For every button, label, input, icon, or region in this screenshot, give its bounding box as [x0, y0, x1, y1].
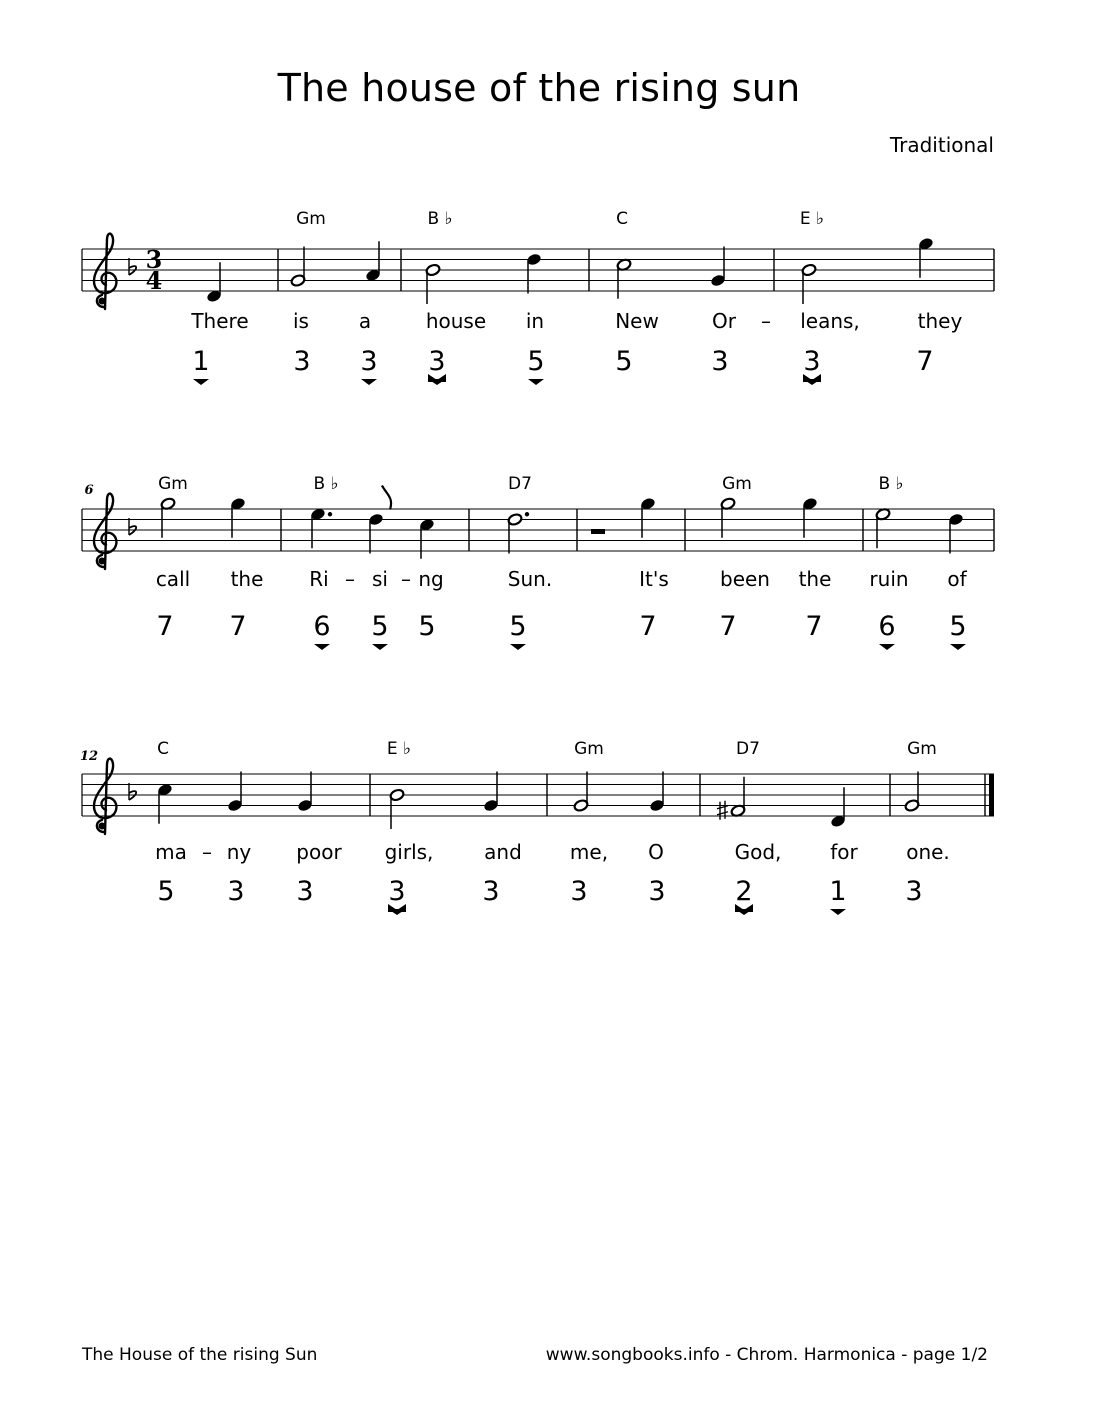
- harmonica-hole-number: 6: [313, 611, 331, 642]
- chord-symbol: Gm: [722, 474, 752, 494]
- note: [425, 263, 441, 304]
- harmonica-hole-number: 5: [509, 611, 527, 642]
- harmonica-hole-number: 7: [229, 611, 247, 642]
- harmonica-hole-number: 3: [388, 876, 406, 907]
- note: [507, 512, 529, 553]
- harmonica-hole-number: 7: [156, 611, 174, 642]
- note: [904, 772, 920, 813]
- blow-arrow-icon: [830, 909, 846, 915]
- note: [230, 497, 246, 538]
- lyric-syllable: –: [345, 567, 355, 591]
- lyric-syllable: –: [401, 567, 411, 591]
- lyric-syllable: leans,: [800, 309, 860, 333]
- note: [830, 787, 846, 828]
- half-rest-icon: [591, 529, 605, 534]
- blow-arrow-icon: [950, 644, 966, 650]
- note: [206, 262, 222, 303]
- harmonica-hole-number: 7: [916, 346, 934, 377]
- lyric-syllable: Ri: [309, 567, 329, 591]
- note: [710, 247, 726, 288]
- lyric-syllable: a: [358, 309, 372, 333]
- lyric-syllable: O: [648, 840, 664, 864]
- final-bar-thick: [989, 774, 994, 816]
- note: [720, 497, 736, 538]
- chord-symbol: B ♭: [313, 474, 339, 494]
- harmonica-hole-number: 3: [648, 876, 666, 907]
- lyric-syllable: and: [484, 840, 522, 864]
- note: [591, 529, 605, 534]
- lyric-syllable: call: [155, 567, 191, 591]
- sharp-icon: [717, 801, 728, 820]
- key-signature-flat-icon: [129, 783, 136, 800]
- lyric-syllable: in: [525, 309, 545, 333]
- flat-bowl: [129, 266, 136, 275]
- lyric-syllable: ny: [226, 840, 252, 864]
- lyric-syllable: house: [425, 309, 487, 333]
- lyric-syllable: Or: [712, 309, 736, 333]
- blow-arrow-icon: [361, 379, 377, 385]
- treble-clef: [94, 234, 116, 309]
- harmonica-hole-number: 3: [711, 346, 729, 377]
- lyric-syllable: God,: [734, 840, 782, 864]
- note: [297, 772, 313, 813]
- note: [157, 783, 173, 824]
- augmentation-dot: [328, 512, 332, 516]
- lyric-syllable: they: [917, 309, 963, 333]
- lyric-syllable: Sun.: [507, 567, 553, 591]
- note: [227, 772, 243, 813]
- blow-arrow-icon: [510, 644, 526, 650]
- harmonica-hole-number: 3: [293, 346, 311, 377]
- harmonica-hole-number: 3: [570, 876, 588, 907]
- treble-clef-icon: [94, 494, 116, 569]
- chord-symbol: B ♭: [878, 474, 904, 494]
- lyric-syllable: been: [720, 567, 770, 591]
- harmonica-hole-number: 3: [428, 346, 446, 377]
- harmonica-hole-number: 5: [418, 611, 436, 642]
- lyric-syllable: of: [947, 567, 967, 591]
- note: [483, 772, 499, 813]
- note: [640, 497, 656, 538]
- blow-arrow-icon: [879, 644, 895, 650]
- lyric-syllable: si: [372, 567, 388, 591]
- composer: Traditional: [889, 133, 994, 157]
- note: [419, 518, 435, 559]
- clef-tail: [99, 298, 106, 305]
- lyric-syllable: one.: [906, 840, 950, 864]
- note: [875, 508, 891, 549]
- treble-clef-icon: [94, 234, 116, 309]
- lyric-syllable: –: [761, 309, 771, 333]
- harmonica-hole-number: 5: [527, 346, 545, 377]
- footer-source: www.songbooks.info - Chrom. Harmonica - page 1/2: [545, 1345, 988, 1365]
- chord-symbol: C: [616, 209, 628, 229]
- note: [717, 777, 746, 820]
- lyric-syllable: ma: [155, 840, 187, 864]
- chord-symbol: D7: [736, 739, 760, 759]
- note: [649, 772, 665, 813]
- augmentation-dot: [525, 512, 529, 516]
- note: [573, 772, 589, 813]
- harmonica-hole-number: 3: [227, 876, 245, 907]
- harmonica-hole-number: 3: [803, 346, 821, 377]
- harmonica-hole-number: 2: [735, 876, 753, 907]
- key-signature-flat-icon: [129, 258, 136, 275]
- chord-symbol: Gm: [296, 209, 326, 229]
- blow-arrow-icon: [528, 379, 544, 385]
- note: [290, 247, 306, 288]
- flat-bowl: [129, 526, 136, 535]
- harmonica-hole-number: 5: [371, 611, 389, 642]
- chord-symbol: E ♭: [799, 209, 825, 229]
- measure-number: 6: [84, 483, 94, 498]
- lyric-syllable: poor: [296, 840, 342, 864]
- lyric-syllable: girls,: [384, 840, 434, 864]
- note: [918, 237, 934, 278]
- note: [801, 263, 817, 304]
- harmonica-hole-number: 7: [719, 611, 737, 642]
- note: [389, 788, 405, 829]
- harmonica-hole-number: 3: [905, 876, 923, 907]
- note: [310, 508, 332, 549]
- eighth-flag-icon: [382, 486, 391, 510]
- chord-symbol: Gm: [574, 739, 604, 759]
- footer-song-title: The House of the rising Sun: [82, 1345, 318, 1365]
- blow-arrow-icon: [193, 379, 209, 385]
- harmonica-hole-number: 3: [360, 346, 378, 377]
- note: [948, 513, 964, 554]
- harmonica-hole-number: 1: [829, 876, 847, 907]
- blow-arrow-icon: [372, 644, 388, 650]
- chord-symbol: Gm: [907, 739, 937, 759]
- harmonica-hole-number: 7: [639, 611, 657, 642]
- harmonica-hole-number: 6: [878, 611, 896, 642]
- time-signature-numerator: 3: [145, 245, 163, 274]
- blow-arrow-icon: [314, 644, 330, 650]
- treble-clef: [94, 759, 116, 834]
- chord-symbol: D7: [508, 474, 532, 494]
- clef-tail: [99, 558, 106, 565]
- lyric-syllable: the: [230, 567, 264, 591]
- harmonica-hole-number: 5: [949, 611, 967, 642]
- lyric-syllable: the: [798, 567, 832, 591]
- note: [616, 258, 632, 299]
- lyric-syllable: New: [615, 309, 659, 333]
- lyric-syllable: ruin: [869, 567, 909, 591]
- treble-clef: [94, 494, 116, 569]
- harmonica-hole-number: 1: [192, 346, 210, 377]
- key-signature-flat-icon: [129, 518, 136, 535]
- song-title: The house of the rising sun: [277, 66, 801, 110]
- harmonica-hole-number: 5: [157, 876, 175, 907]
- note: [365, 241, 381, 282]
- time-signature-denominator: 4: [145, 266, 163, 295]
- harmonica-hole-number: 3: [296, 876, 314, 907]
- chord-symbol: E ♭: [386, 739, 412, 759]
- lyric-syllable: –: [202, 840, 212, 864]
- lyric-syllable: ng: [418, 567, 444, 591]
- lyric-syllable: There: [191, 309, 249, 333]
- harmonica-hole-number: 5: [615, 346, 633, 377]
- lyric-syllable: me,: [569, 840, 609, 864]
- harmonica-hole-number: 7: [805, 611, 823, 642]
- note: [802, 497, 818, 538]
- harmonica-hole-number: 3: [482, 876, 500, 907]
- measure-number: 12: [79, 749, 99, 764]
- treble-clef-icon: [94, 759, 116, 834]
- lyric-syllable: for: [830, 840, 858, 864]
- flat-bowl: [129, 791, 136, 800]
- lyric-syllable: is: [293, 309, 309, 333]
- chord-symbol: Gm: [158, 474, 188, 494]
- note: [526, 253, 542, 294]
- chord-symbol: C: [157, 739, 169, 759]
- chord-symbol: B ♭: [427, 209, 453, 229]
- clef-tail: [99, 823, 106, 830]
- note: [160, 497, 176, 538]
- lyric-syllable: It's: [639, 567, 669, 591]
